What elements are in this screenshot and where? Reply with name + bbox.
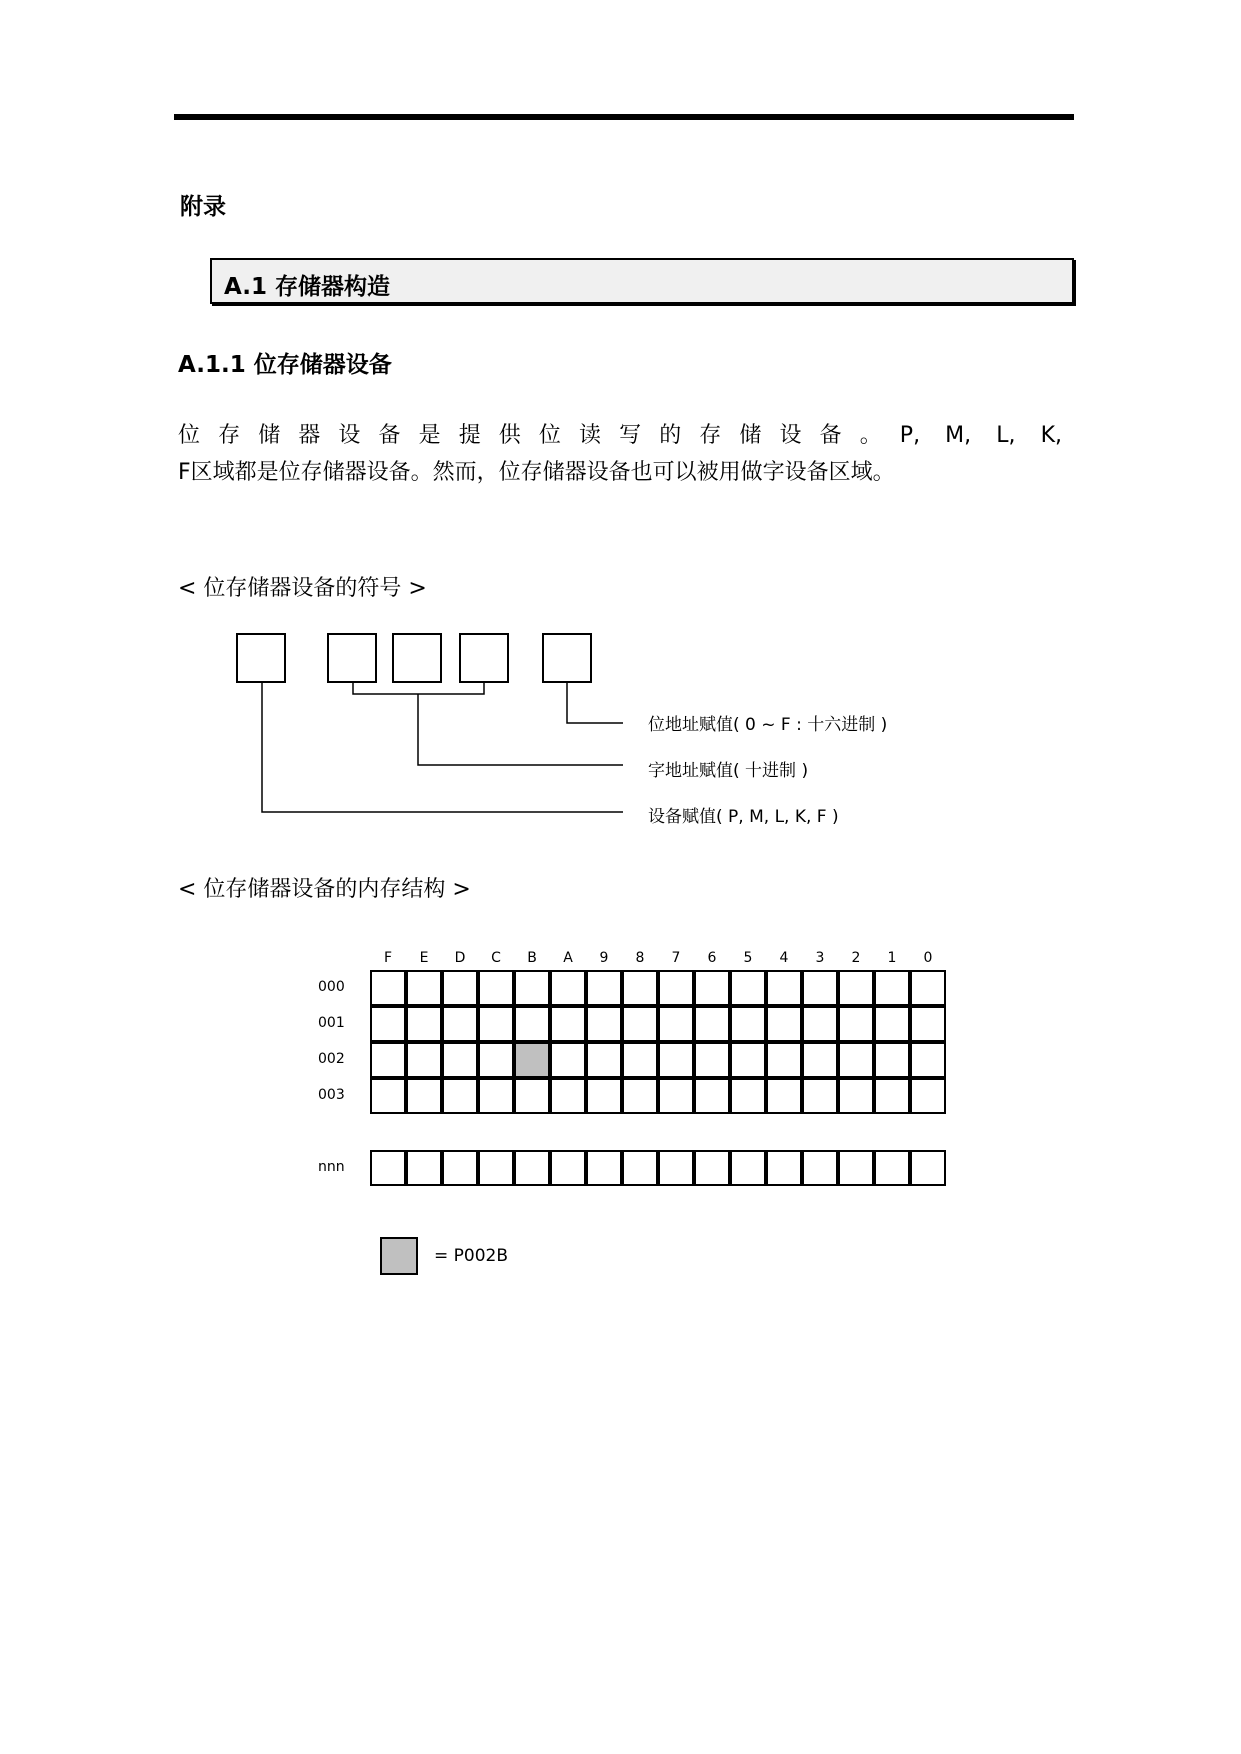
bit-digit-box [542,633,592,683]
bit-cell [478,1078,514,1114]
bit-cell [442,1078,478,1114]
bit-cell [586,1042,622,1078]
bit-cell [802,1006,838,1042]
bit-cell [658,1006,694,1042]
bit-cell [838,1042,874,1078]
bit-cell [766,1042,802,1078]
bit-cell [730,970,766,1006]
bit-cell [442,970,478,1006]
bit-cell [694,1150,730,1186]
bit-cell [586,1078,622,1114]
column-label: 2 [851,950,861,966]
bit-cell [550,1006,586,1042]
bit-cell [874,1042,910,1078]
subsection-title: A.1.1 位存储器设备 [178,352,392,378]
bit-address-label: 位地址赋值( 0 ~ F : 十六进制 ) [648,715,888,735]
bit-cell [514,1078,550,1114]
bit-cell [550,1042,586,1078]
bit-cell [730,1006,766,1042]
bit-cell [478,1042,514,1078]
bit-cell [766,1150,802,1186]
bit-cell [586,970,622,1006]
bit-cell [442,1006,478,1042]
bit-cell [550,1150,586,1186]
bit-cell [406,970,442,1006]
bit-cell [658,1042,694,1078]
word-digit-box-3 [459,633,509,683]
row-label: nnn [318,1159,345,1175]
bit-cell [874,1150,910,1186]
highlighted-bit-cell [514,1042,550,1078]
appendix-title: 附录 [180,194,226,220]
bit-cell [730,1042,766,1078]
legend-text: = P002B [434,1246,509,1266]
bit-cell [730,1150,766,1186]
paragraph-line-2: F区域都是位存储器设备。然而，位存储器设备也可以被用做字设备区域。 [178,460,895,485]
device-symbol-box [236,633,286,683]
bit-cell [658,970,694,1006]
column-label: A [563,950,573,966]
bit-cell [478,1006,514,1042]
bit-cell [370,1006,406,1042]
column-label: E [419,950,429,966]
bit-cell [658,1078,694,1114]
column-label: 4 [779,950,789,966]
bit-cell [766,1006,802,1042]
bit-cell [802,970,838,1006]
bit-cell [838,1078,874,1114]
paragraph-line-1: 位存储器设备是提供位读写的存储设备。P, M, L, K, [178,423,1062,448]
row-label: 002 [318,1051,345,1067]
column-label: 9 [599,950,609,966]
bit-cell [406,1006,442,1042]
bit-cell [622,1006,658,1042]
bit-cell [802,1078,838,1114]
word-address-label: 字地址赋值( 十进制 ) [648,761,809,781]
bit-cell [694,1042,730,1078]
bit-cell [370,1150,406,1186]
bit-cell [406,1078,442,1114]
bit-cell [622,1078,658,1114]
bit-cell [694,970,730,1006]
bit-cell [694,1078,730,1114]
bit-cell [910,1078,946,1114]
bit-cell [514,970,550,1006]
bit-cell [370,970,406,1006]
column-label: F [383,950,393,966]
bit-cell [478,970,514,1006]
word-digit-box-2 [392,633,442,683]
section-heading-box [210,258,1074,304]
symbol-diagram-caption: < 位存储器设备的符号 > [178,576,427,601]
memory-diagram-caption: < 位存储器设备的内存结构 > [178,877,471,902]
bit-cell [442,1042,478,1078]
column-label: C [491,950,501,966]
bit-cell [874,1078,910,1114]
bit-cell [910,1006,946,1042]
device-assignment-label: 设备赋值( P, M, L, K, F ) [648,807,839,827]
bit-cell [406,1042,442,1078]
bit-cell [550,1078,586,1114]
bit-cell [622,970,658,1006]
bit-cell [910,1042,946,1078]
column-label: 5 [743,950,753,966]
bit-cell [910,970,946,1006]
bit-cell [622,1042,658,1078]
bit-cell [694,1006,730,1042]
bit-cell [370,1078,406,1114]
bit-cell [586,1150,622,1186]
bit-cell [766,970,802,1006]
row-label: 003 [318,1087,345,1103]
bit-cell [838,1006,874,1042]
bit-cell [730,1078,766,1114]
bit-cell [586,1006,622,1042]
bit-cell [442,1150,478,1186]
bit-cell [622,1150,658,1186]
bit-cell [370,1042,406,1078]
bit-cell [514,1006,550,1042]
column-label: B [527,950,537,966]
column-label: 8 [635,950,645,966]
bit-cell [838,970,874,1006]
column-label: 6 [707,950,717,966]
row-label: 001 [318,1015,345,1031]
bit-cell [478,1150,514,1186]
top-rule [174,114,1074,120]
column-label: 7 [671,950,681,966]
bit-cell [406,1150,442,1186]
legend-swatch [380,1237,418,1275]
bit-cell [802,1042,838,1078]
column-label: D [454,950,466,966]
bit-cell [550,970,586,1006]
bit-cell [874,1006,910,1042]
column-label: 1 [887,950,897,966]
row-label: 000 [318,979,345,995]
bit-cell [838,1150,874,1186]
bit-cell [658,1150,694,1186]
section-title: A.1 存储器构造 [224,274,390,300]
bit-cell [874,970,910,1006]
word-digit-box-1 [327,633,377,683]
bit-cell [766,1078,802,1114]
column-label: 3 [815,950,825,966]
column-label: 0 [923,950,933,966]
bit-cell [514,1150,550,1186]
bit-cell [910,1150,946,1186]
bit-cell [802,1150,838,1186]
